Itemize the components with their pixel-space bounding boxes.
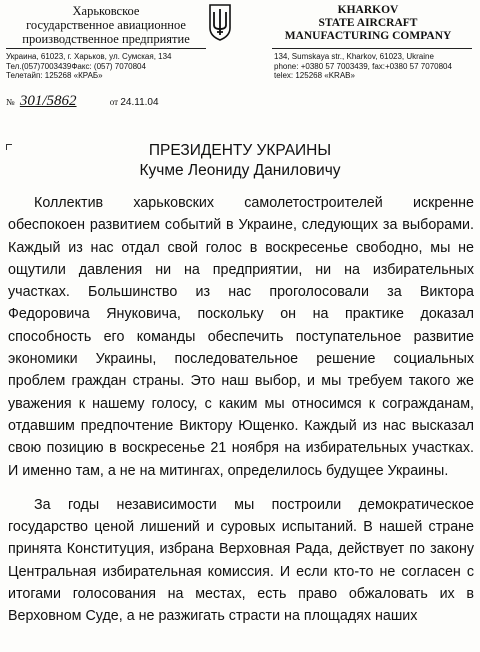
letterhead-rule-right <box>272 48 472 49</box>
contact-phone-en: phone: +0380 57 7003439, fax:+0380 57 7070804 <box>274 61 452 71</box>
org-line-en-2: STATE AIRCRAFT <box>318 17 418 29</box>
paragraph: За годы независимости мы построили демократическое государство ценой лишений и суровых испытаний. В нашей стране принята Конституция, избрана Верховная Рада, действует по закону Центральная избирательная комиссия. И если кто-то не согласен с итогами голосования на местах, есть право обжаловать их в Верховном Суде, а не разжигать страсти на площадях наших <box>8 496 474 625</box>
letterhead-rule-left <box>6 48 206 49</box>
letter-body <box>8 192 474 628</box>
letterhead-org-en <box>262 4 474 43</box>
org-line-en-1: KHARKOV <box>337 4 399 16</box>
letter-date: 24.11.04 <box>120 97 159 108</box>
org-line-ru-2: государственное авиационное <box>26 18 186 32</box>
contact-address-en: 134, Sumskaya str., Kharkov, 61023, Ukraine <box>274 52 434 61</box>
addressee-name: Кучме Леониду Даниловичу <box>139 162 341 179</box>
org-line-ru-3: производственное предприятие <box>22 32 190 46</box>
reg-number: 301/5862 <box>19 93 77 109</box>
date-prefix: от <box>109 97 119 107</box>
org-line-en-3: MANUFACTURING COMPANY <box>284 30 452 42</box>
contact-telex-ru: Телетайп: 125268 «КРАБ» <box>6 71 103 80</box>
trident-emblem-icon <box>208 2 232 42</box>
contacts-ru <box>6 52 172 81</box>
contact-phone-ru: Тел.(057)7003439Факс: (057) 7070804 <box>6 61 146 71</box>
addressee-title: ПРЕЗИДЕНТУ УКРАИНЫ <box>148 142 332 159</box>
letterhead-org-ru <box>6 4 206 46</box>
reg-number-prefix: № <box>6 97 15 107</box>
paragraph: Коллектив харьковских самолетостроителей искренне обеспокоен развитием событий в Украине, следующих за выборами. Каждый из нас отдал свой голос в воскресенье свободно, мы не ощутили давления ни на предприятии, ни на избирательных участках. Большинство из нас проголосовали за Виктора Федоровича Януковича, поскольку он на практике доказал способность его команды обеспечить поступательное развитие экономики Украины, последовательное решение социальных проблем граждан страны. Это наш выбор, и мы требуем такого же уважения к нашему голосу, с каким мы относимся к согражданам, отдавшим предпочтение Виктору Ющенко. Каждый из нас высказал свою позицию в воскресенье 21 ноября на избирательных участках. И именно там, а не на митингах, определилось будущее Украины. <box>8 195 474 479</box>
registration-line <box>6 93 159 110</box>
org-line-ru-1: Харьковское <box>72 4 140 18</box>
contact-telex-en: telex: 125268 «KRAB» <box>274 71 355 80</box>
contacts-en <box>274 52 452 81</box>
contact-address-ru: Украина, 61023, г. Харьков, ул. Сумская, 134 <box>6 52 172 61</box>
